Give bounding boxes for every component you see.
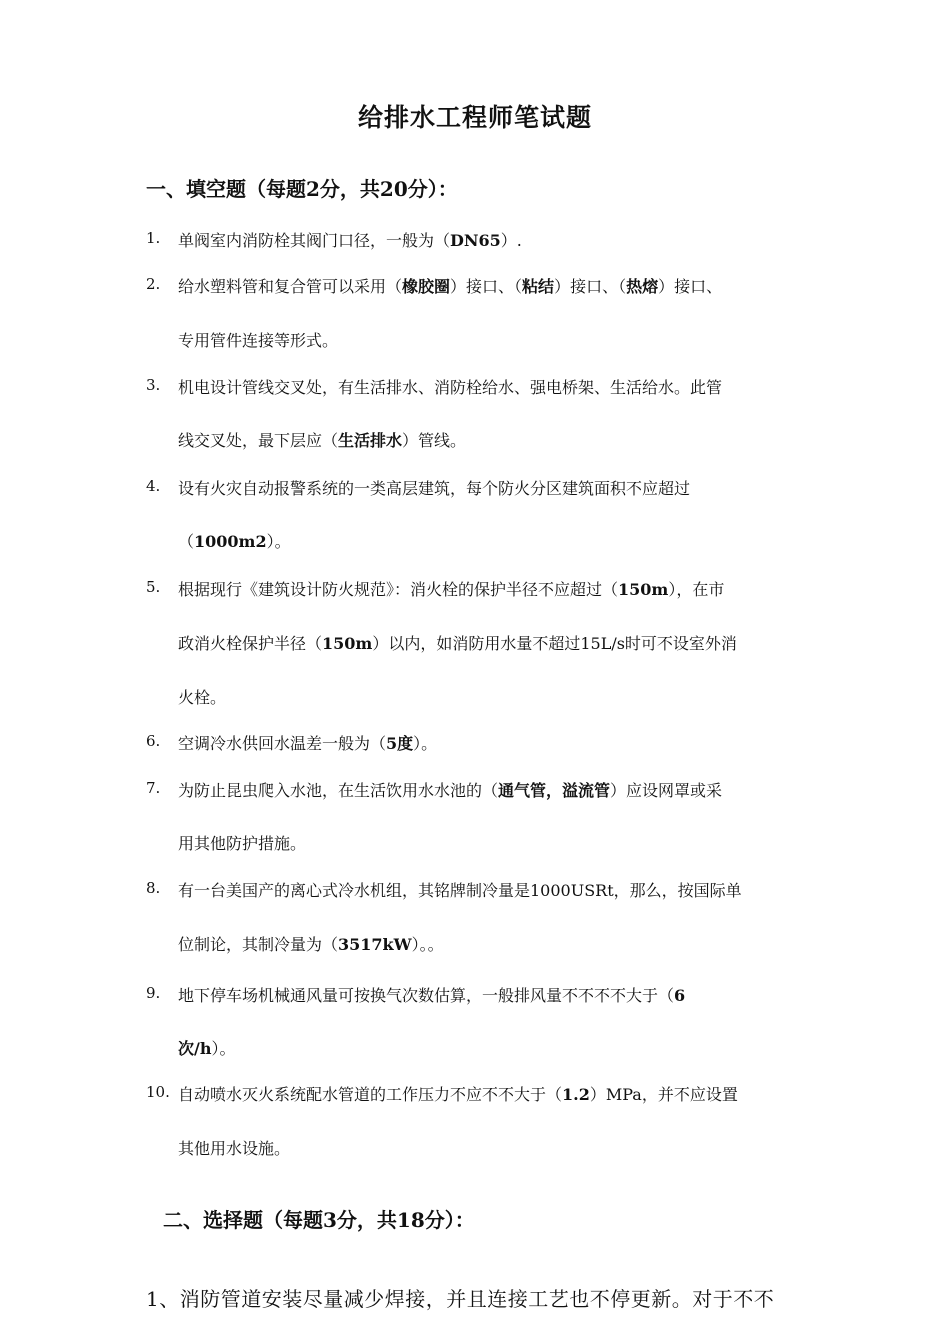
text-segment: ）应设网罩或采	[610, 781, 723, 800]
answer-text: 通气管，溢流管	[498, 781, 611, 800]
question-number: 3.	[146, 376, 161, 394]
question-number: 7.	[146, 779, 161, 797]
question-text-line	[178, 228, 522, 251]
text-segment: 有一台美国产的离心式冷水机组，其铭牌制冷量是1000USRt，那么，按国际单	[178, 881, 742, 900]
answer-text: 1000m2	[194, 532, 267, 551]
answer-text: DN65	[450, 231, 501, 250]
text-segment: ）。。	[411, 935, 444, 954]
text-segment: 自动喷水灭火系统配水管道的工作压力不应不不大于（	[178, 1085, 563, 1104]
question-text-line	[178, 476, 690, 499]
text-segment: 专用管件连接等形式。	[178, 331, 339, 350]
text-segment: 其他用水设施。	[178, 1139, 291, 1158]
question-number: 4.	[146, 477, 161, 495]
question-number: 2.	[146, 275, 161, 293]
text-segment: ）接口、	[658, 277, 723, 296]
question-text-line	[178, 778, 722, 801]
text-segment: ），在市	[668, 580, 725, 599]
text-segment: ）管线。	[402, 431, 467, 450]
text-segment: （	[178, 532, 195, 551]
text-segment: 给水塑料管和复合管可以采用（	[178, 277, 403, 296]
text-segment: ）。	[266, 532, 291, 551]
question-number: 9.	[146, 984, 161, 1002]
text-segment: 为防止昆虫爬入水池，在生活饮用水水池的（	[178, 781, 499, 800]
text-segment: 空调冷水供回水温差一般为（	[178, 734, 387, 753]
question-number: 1.	[146, 229, 161, 247]
question-text-line	[178, 1136, 290, 1159]
text-segment: 根据现行《建筑设计防火规范》：消火栓的保护半径不应超过（	[178, 580, 619, 599]
question-number: 8.	[146, 879, 161, 897]
answer-text: 橡胶圈	[402, 277, 451, 296]
question-text-line	[178, 428, 466, 451]
text-segment: 位制论，其制冷量为（	[178, 935, 339, 954]
answer-text: 6	[674, 986, 686, 1005]
text-segment: 线交叉处，最下层应（	[178, 431, 339, 450]
question-number: 6.	[146, 732, 161, 750]
question-text-line	[178, 577, 724, 600]
text-segment: ）接口、（	[554, 277, 627, 296]
text-segment: ）.	[500, 231, 522, 250]
text-segment: ）。	[211, 1039, 236, 1058]
question-text-line	[178, 831, 306, 854]
text-segment: 设有火灾自动报警系统的一类高层建筑，每个防火分区建筑面积不应超过	[178, 479, 691, 498]
question-text-line	[178, 1082, 738, 1105]
answer-text: 150m	[322, 634, 373, 653]
choice-question-1: 1、消防管道安装尽量减少焊接，并且连接工艺也不停更新。对于不不	[146, 1287, 775, 1311]
answer-text: 粘结	[522, 277, 555, 296]
question-text-line	[178, 932, 444, 955]
question-text-line	[178, 529, 291, 552]
answer-text: 次/h	[178, 1039, 212, 1058]
text-segment: 用其他防护措施。	[178, 834, 307, 853]
question-text-line	[178, 375, 722, 398]
text-segment: ）。	[413, 734, 438, 753]
question-text-line	[178, 685, 226, 708]
text-segment: 政消火栓保护半径（	[178, 634, 323, 653]
answer-text: 5度	[386, 734, 414, 753]
answer-text: 生活排水	[338, 431, 403, 450]
text-segment: 火栓。	[178, 688, 227, 707]
answer-text: 3517kW	[338, 935, 412, 954]
question-text-line	[178, 1036, 236, 1059]
section-heading-choice: 二、选择题（每题3分，共18分）：	[163, 1208, 475, 1232]
text-segment: 单阀室内消防栓其阀门口径，一般为（	[178, 231, 451, 250]
text-segment: ）MPa，并不应设置	[589, 1085, 738, 1104]
text-segment: ）以内，如消防用水量不超过15L/s时可不设室外消	[372, 634, 737, 653]
answer-text: 1.2	[562, 1085, 590, 1104]
question-number: 10.	[146, 1083, 170, 1101]
question-text-line	[178, 328, 338, 351]
answer-text: 热熔	[626, 277, 659, 296]
section-heading-fill-in: 一、填空题（每题2分，共20分）：	[146, 177, 458, 201]
question-text-line	[178, 731, 437, 754]
question-text-line	[178, 631, 737, 654]
question-text-line	[178, 878, 742, 901]
question-text-line	[178, 983, 685, 1006]
answer-text: 150m	[618, 580, 669, 599]
text-segment: 机电设计管线交叉处，有生活排水、消防栓给水、强电桥架、生活给水。此管	[178, 378, 723, 397]
question-text-line	[178, 274, 722, 297]
text-segment: ）接口、（	[450, 277, 523, 296]
text-segment: 地下停车场机械通风量可按换气次数估算，一般排风量不不不不大于（	[178, 986, 675, 1005]
document-title: 给排水工程师笔试题	[357, 103, 592, 132]
question-number: 5.	[146, 578, 161, 596]
